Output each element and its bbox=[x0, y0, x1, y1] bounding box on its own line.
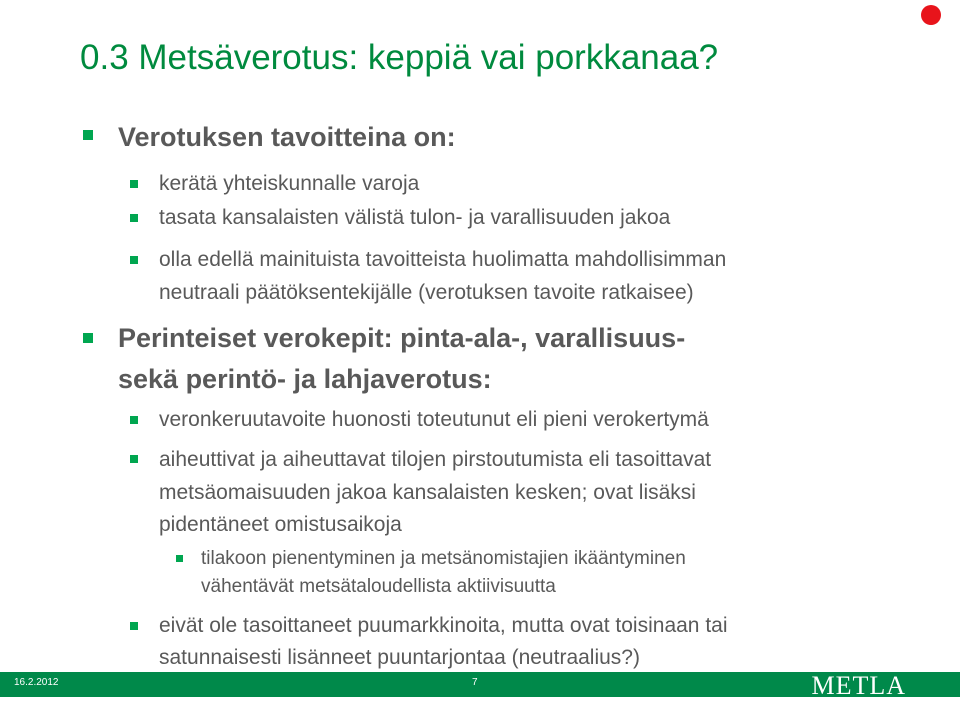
bullet-square-icon bbox=[130, 214, 138, 222]
red-dot-icon bbox=[921, 5, 941, 25]
section2-heading-line1: Perinteiset verokepit: pinta-ala-, varallisuus- bbox=[118, 323, 686, 353]
bullet-square-icon bbox=[130, 455, 138, 463]
bullet-square-icon bbox=[83, 130, 93, 140]
section2-heading-line2: sekä perintö- ja lahjaverotus: bbox=[118, 364, 492, 394]
slide-title: 0.3 Metsäverotus: keppiä vai porkkanaa? bbox=[80, 38, 719, 77]
section2-item-2-line1: aiheuttivat ja aiheuttavat tilojen pirstoutumista eli tasoittavat bbox=[159, 448, 712, 471]
section2-item-1: veronkeruutavoite huonosti toteutunut eli pieni verokertymä bbox=[159, 408, 709, 431]
section1-heading: Verotuksen tavoitteina on: bbox=[118, 122, 456, 152]
section2-subitem-line2: vähentävät metsätaloudellista aktiivisuutta bbox=[201, 576, 556, 597]
bullet-square-icon bbox=[130, 180, 138, 188]
metla-logo: METLA bbox=[811, 671, 906, 700]
section2-last-item-line1: eivät ole tasoittaneet puumarkkinoita, mutta ovat toisinaan tai bbox=[159, 614, 728, 637]
bullet-square-icon bbox=[83, 333, 93, 343]
section1-item-3-line1: olla edellä mainituista tavoitteista huolimatta mahdollisimman bbox=[159, 248, 727, 271]
section2-subitem-line1: tilakoon pienentyminen ja metsänomistajien ikääntyminen bbox=[201, 548, 686, 569]
bullet-square-icon bbox=[130, 416, 138, 424]
bullet-square-icon bbox=[176, 555, 183, 562]
section2-last-item-line2: satunnaisesti lisänneet puuntarjontaa (neutraalius?) bbox=[159, 646, 640, 669]
footer-date: 16.2.2012 bbox=[14, 677, 59, 688]
section1-item-3-line2: neutraali päätöksentekijälle (verotuksen tavoite ratkaisee) bbox=[159, 281, 694, 304]
bullet-square-icon bbox=[130, 256, 138, 264]
section1-item-2: tasata kansalaisten välistä tulon- ja varallisuuden jakoa bbox=[159, 206, 671, 229]
section2-item-2-line3: pidentäneet omistusaikoja bbox=[159, 513, 402, 536]
section2-item-2-line2: metsäomaisuuden jakoa kansalaisten kesken; ovat lisäksi bbox=[159, 481, 696, 504]
page-number: 7 bbox=[472, 677, 478, 688]
bullet-square-icon bbox=[130, 622, 138, 630]
section1-item-1: kerätä yhteiskunnalle varoja bbox=[159, 172, 420, 195]
